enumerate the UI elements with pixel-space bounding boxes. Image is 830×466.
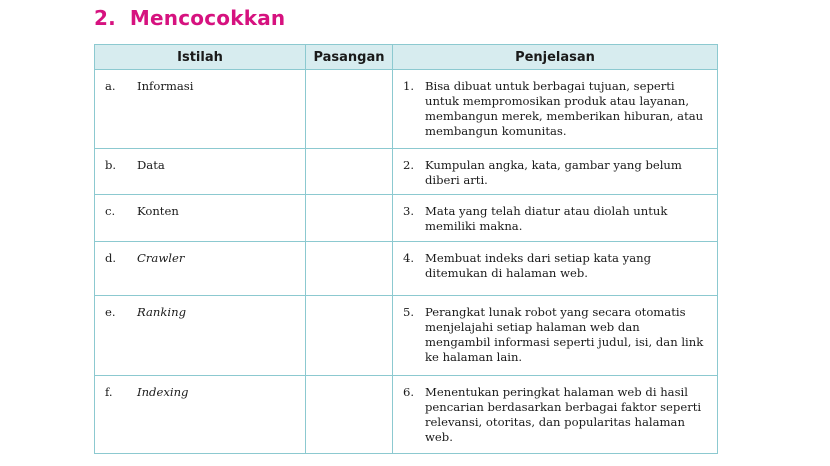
pair-cell [306, 195, 393, 242]
explanation-text: Mata yang telah diatur atau diolah untuk memiliki makna. [425, 204, 668, 233]
term-cell [95, 242, 306, 296]
section-number: 2. [94, 6, 116, 30]
table-row [95, 149, 718, 195]
pair-cell [306, 149, 393, 195]
pair-cell [306, 376, 393, 454]
term-cell [95, 149, 306, 195]
explanation-cell [393, 242, 718, 296]
term-label: Crawler [137, 251, 185, 265]
explanation-cell [393, 296, 718, 376]
term-cell [95, 195, 306, 242]
table-row [95, 376, 718, 454]
table-row [95, 70, 718, 149]
explanation-number: 4. [403, 251, 415, 265]
row-letter: a. [105, 79, 116, 93]
header-pasangan: Pasangan [306, 45, 393, 70]
term-label: Informasi [137, 79, 194, 93]
header-row [95, 45, 718, 70]
pair-cell [306, 296, 393, 376]
term-label: Ranking [137, 305, 186, 319]
explanation-number: 5. [403, 305, 415, 319]
row-letter: b. [105, 158, 117, 172]
row-letter: d. [105, 251, 117, 265]
term-label: Data [137, 158, 165, 172]
explanation-cell [393, 70, 718, 149]
explanation-text: Membuat indeks dari setiap kata yang ditemukan di halaman web. [425, 251, 651, 280]
explanation-number: 1. [403, 79, 415, 93]
table-row [95, 195, 718, 242]
term-cell [95, 376, 306, 454]
table-row [95, 296, 718, 376]
row-letter: c. [105, 204, 116, 218]
row-letter: e. [105, 305, 116, 319]
explanation-number: 6. [403, 385, 415, 399]
term-label: Konten [137, 204, 179, 218]
matching-table [94, 44, 718, 454]
section-title: Mencocokkan [129, 6, 286, 30]
term-cell [95, 70, 306, 149]
explanation-cell [393, 149, 718, 195]
explanation-text: Bisa dibuat untuk berbagai tujuan, seperti untuk mempromosikan produk atau layanan, membangun merek, memberikan hiburan, atau membangun komunitas. [425, 79, 704, 138]
pair-cell [306, 242, 393, 296]
row-letter: f. [105, 385, 113, 399]
header-istilah: Istilah [95, 45, 306, 70]
term-label: Indexing [137, 385, 189, 399]
table-row [95, 242, 718, 296]
pair-cell [306, 70, 393, 149]
explanation-cell [393, 195, 718, 242]
header-penjelasan: Penjelasan [393, 45, 718, 70]
explanation-text: Menentukan peringkat halaman web di hasil pencarian berdasarkan berbagai faktor seperti relevansi, otoritas, dan popularitas halaman web. [425, 385, 702, 444]
explanation-text: Kumpulan angka, kata, gambar yang belum diberi arti. [425, 158, 682, 187]
explanation-cell [393, 376, 718, 454]
section-heading [94, 6, 285, 30]
explanation-number: 2. [403, 158, 415, 172]
explanation-number: 3. [403, 204, 415, 218]
term-cell [95, 296, 306, 376]
explanation-text: Perangkat lunak robot yang secara otomatis menjelajahi setiap halaman web dan mengambil informasi seperti judul, isi, dan link ke halaman lain. [425, 305, 704, 364]
